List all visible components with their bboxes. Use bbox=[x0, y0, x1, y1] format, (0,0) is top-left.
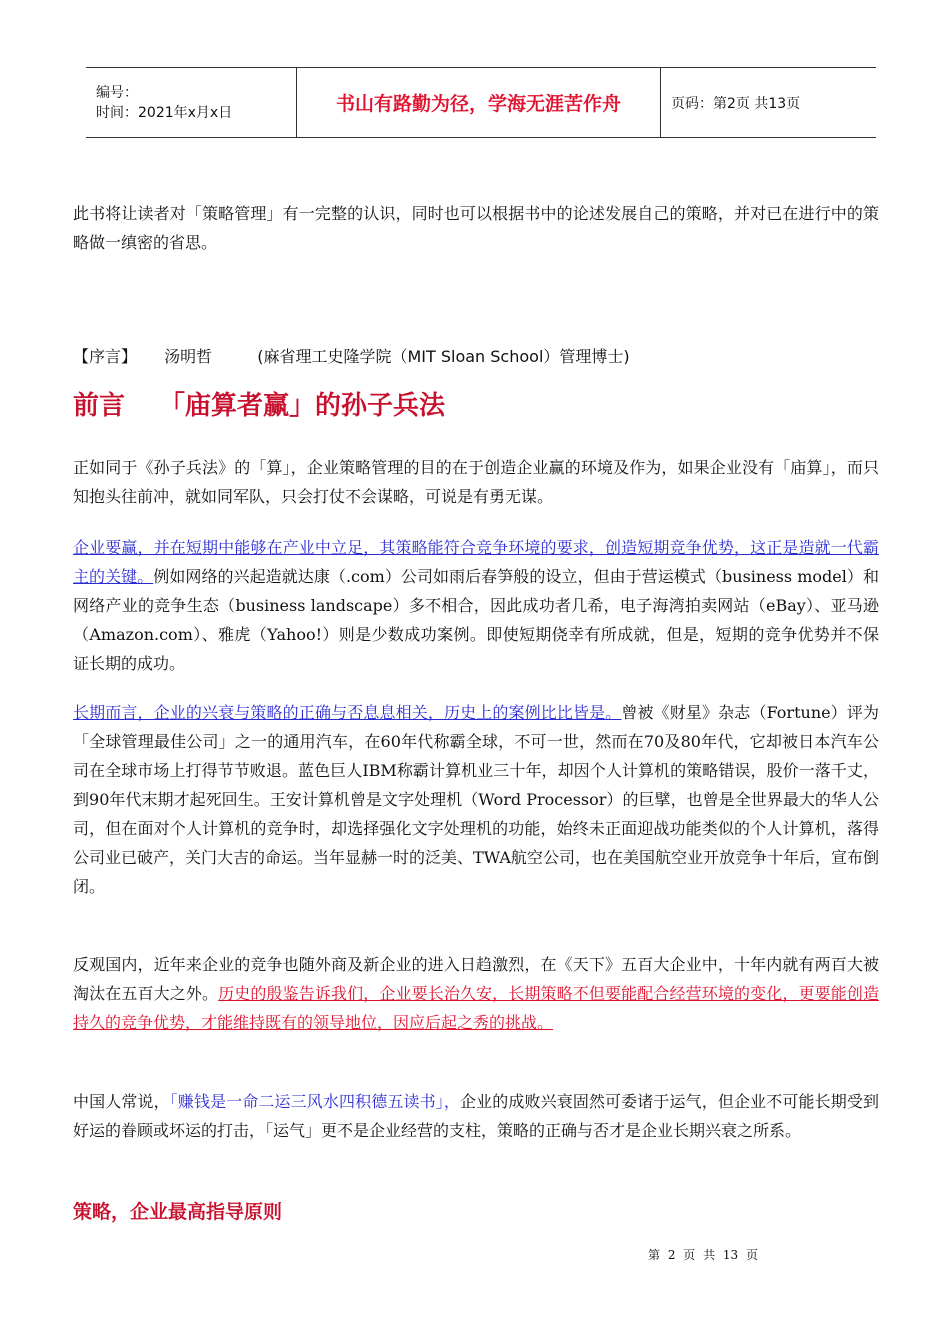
paragraph-1-text: 正如同于《孙子兵法》的「算」，企业策略管理的目的在于创造企业赢的环境及作为，如果企业没有「庙算」，而只知抱头往前冲，就如同军队，只会打仗不会谋略，可说是有勇无谋。 bbox=[73, 458, 879, 506]
intro-paragraph bbox=[73, 199, 879, 257]
paragraph-5-quote: 「赚钱是一命二运三风水四积德五读书」， bbox=[169, 1092, 460, 1111]
paragraph-2-text: 例如网络的兴起造就达康（.com）公司如雨后春笋般的设立，但由于营运模式（business model）和网络产业的竞争生态（business landscape）多不相合，因此成功者几希，电子海湾拍卖网站（eBay）、亚马逊（Amazon.com）、雅虎（Yahoo!）则是少数成功案例。即使短期侥幸有所成就，但是，短期的竞争优势并不保证长期的成功。 bbox=[73, 567, 879, 673]
paragraph-4-link[interactable]: 历史的殷鉴告诉我们，企业要长治久安，长期策略不但要能配合经营环境的变化，更要能创造持久的竞争优势，才能维持既有的领导地位，因应后起之秀的挑战。 bbox=[73, 984, 879, 1032]
preface-line bbox=[73, 344, 652, 367]
preface-author: 汤明哲 bbox=[164, 347, 213, 366]
section-heading: 策略，企业最高指导原则 bbox=[73, 1201, 283, 1223]
header-meta bbox=[86, 68, 297, 137]
preface-tag: 【序言】 bbox=[73, 347, 138, 366]
header-page-info bbox=[661, 68, 876, 137]
paragraph-4-text: 反观国内，近年来企业的竞争也随外商及新企业的进入日趋激烈，在《天下》五百大企业中，十年内就有两百大被淘汰在五百大之外。 bbox=[73, 955, 879, 1003]
page-info-text: 页码：第2页 共13页 bbox=[671, 95, 801, 112]
paragraph-3-text: 曾被《财星》杂志（Fortune）评为「全球管理最佳公司」之一的通用汽车，在60年代称霸全球，不可一世，然而在70及80年代，它却被日本汽车公司在全球市场上打得节节败退。蓝色巨人IBM称霸计算机业三十年，却因个人计算机的策略错误，股价一落千丈，到90年代末期才起死回生。王安计算机曾是文字处理机（Word Processor）的巨擘，也曾是全世界最大的华人公司，但在面对个人计算机的竞争时，却选择强化文字处理机的功能，始终未正面迎战功能类似的个人计算机，落得公司业已破产，关门大吉的命运。当年显赫一时的泛美、TWA航空公司，也在美国航空业开放竞争十年后，宣布倒闭。 bbox=[73, 703, 879, 896]
page-header bbox=[86, 67, 876, 138]
page-footer: 第 2 页 共 13 页 bbox=[648, 1248, 758, 1262]
time-label: 时间：2021年x月x日 bbox=[96, 104, 233, 121]
header-motto bbox=[297, 68, 661, 137]
intro-text: 此书将让读者对「策略管理」有一完整的认识，同时也可以根据书中的论述发展自己的策略，并对已在进行中的策略做一缜密的省思。 bbox=[73, 204, 879, 252]
chapter-heading bbox=[73, 385, 445, 422]
paragraph-5-text: 企业的成败兴衰固然可委诸于运气，但企业不可能长期受到好运的眷顾或坏运的打击，「运气」更不是企业经营的支柱，策略的正确与否才是企业长期兴衰之所系。 bbox=[73, 1092, 879, 1140]
paragraph-4 bbox=[73, 950, 879, 1037]
paragraph-5 bbox=[73, 1087, 879, 1145]
paragraph-3 bbox=[73, 698, 879, 901]
paragraph-3-link[interactable]: 长期而言，企业的兴衰与策略的正确与否息息相关，历史上的案例比比皆是。 bbox=[73, 703, 622, 722]
preface-affiliation: (麻省理工史隆学院（MIT Sloan School）管理博士) bbox=[257, 347, 630, 366]
paragraph-2-link[interactable]: 企业要赢，并在短期中能够在产业中立足，其策略能符合竞争环境的要求，创造短期竞争优势，这正是造就一代霸主的关键。 bbox=[73, 538, 879, 586]
paragraph-2 bbox=[73, 533, 879, 678]
chapter-title: 前言 bbox=[73, 391, 126, 421]
paragraph-1 bbox=[73, 453, 879, 511]
motto-text: 书山有路勤为径，学海无涯苦作舟 bbox=[335, 93, 621, 115]
number-label: 编号： bbox=[96, 84, 138, 101]
chapter-subtitle: 「庙算者赢」的孙子兵法 bbox=[159, 391, 446, 421]
paragraph-5-start: 中国人常说， bbox=[73, 1092, 170, 1111]
